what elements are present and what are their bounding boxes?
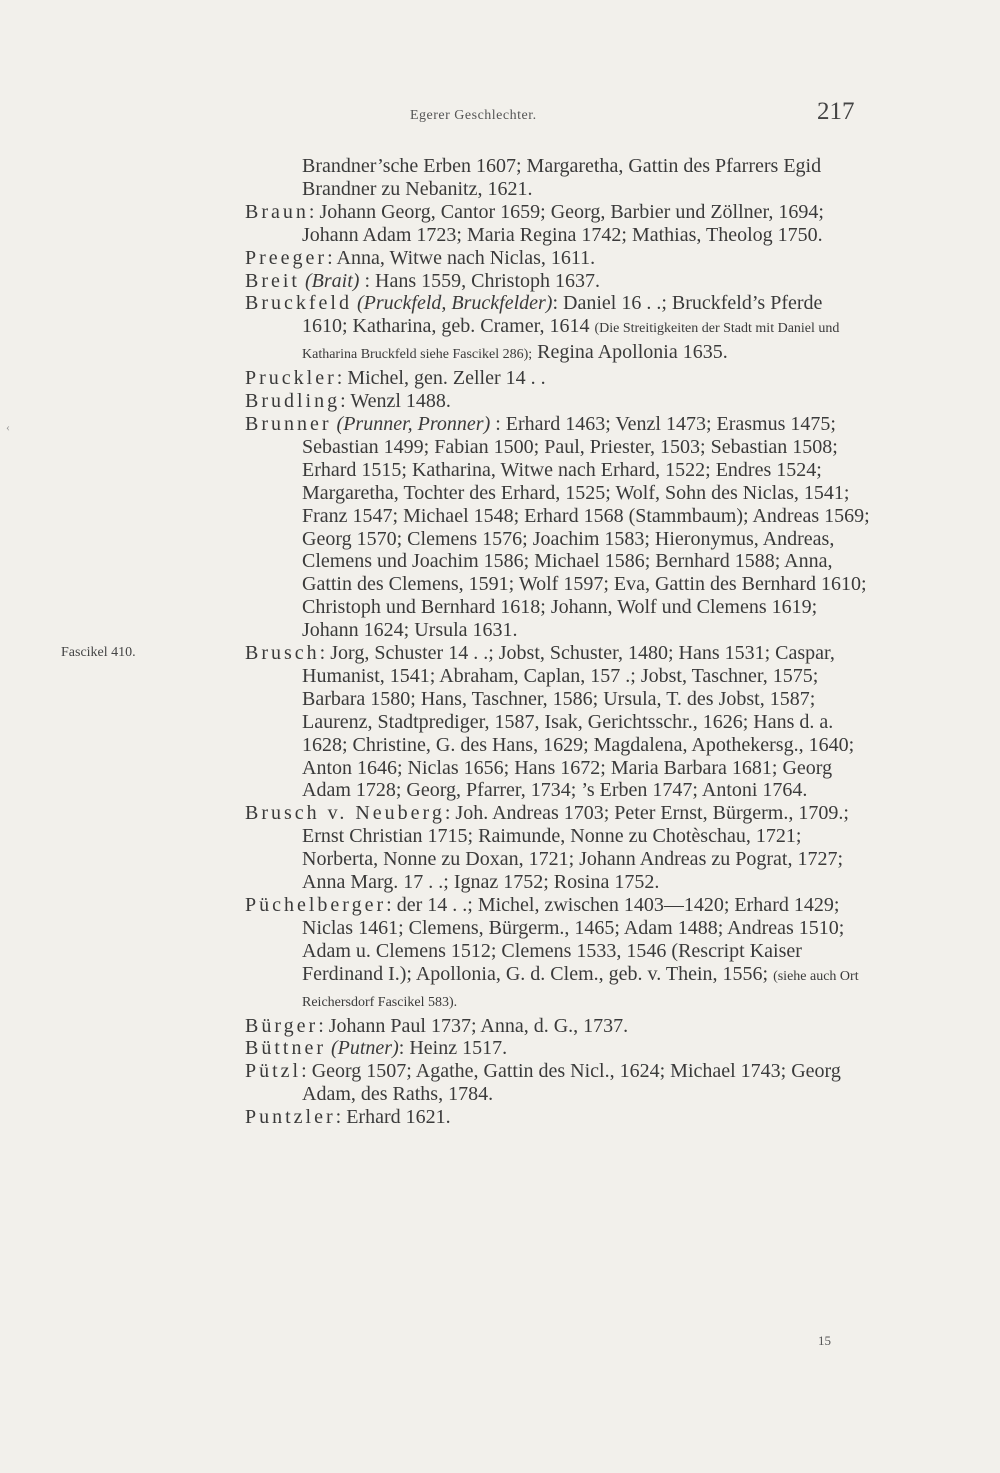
- sheet-signature: 15: [818, 1333, 831, 1348]
- entry-text: Johann Paul 1737; Anna, d. G., 1737.: [328, 1014, 629, 1037]
- entry-text: Brandner’sche Erben 1607; Margaretha, Gattin des Pfarrers Egid Brandner zu Nebanitz, 1621.: [302, 155, 822, 200]
- page-number: 217: [817, 98, 855, 125]
- surname: Brusch: [245, 642, 320, 665]
- entry-text: Georg 1507; Agathe, Gattin des Nicl., 1624; Michael 1743; Georg Adam, des Raths, 1784.: [302, 1060, 841, 1106]
- variant-spelling: (Brait): [305, 269, 360, 292]
- surname: Braun: [245, 200, 309, 223]
- surname: Pruckler: [245, 367, 337, 390]
- surname: Preeger: [245, 246, 328, 269]
- separator: :: [318, 1014, 329, 1037]
- surname: Brunner: [245, 412, 332, 435]
- separator: :: [327, 246, 337, 269]
- separator: :: [336, 367, 348, 390]
- separator: :: [552, 292, 564, 315]
- separator: :: [386, 894, 397, 916]
- surname: Püchelberger: [245, 894, 387, 916]
- separator: :: [398, 1037, 410, 1060]
- margin-mark: ‹: [6, 420, 10, 434]
- separator: :: [490, 412, 506, 435]
- entry-brunner: [245, 413, 870, 642]
- entry-text: Joh. Andreas 1703; Peter Ernst, Bürgerm., 1709.; Ernst Christian 1715; Raimunde, Nonne zu Chotèschau, 1721; Norberta, Nonne zu Doxan, 1721; Johann Andreas zu Pograt, 1727; Anna Marg. 17 . .; Ignaz 1752; Rosina 1752.: [302, 802, 849, 894]
- separator: :: [444, 802, 456, 825]
- surname: Breit: [245, 269, 300, 292]
- separator: :: [359, 269, 375, 292]
- variant-spelling: (Putner): [331, 1037, 399, 1060]
- surname: Bürger: [245, 1014, 319, 1037]
- entry-pruckler: [245, 367, 870, 390]
- entry-buettner: [245, 1037, 870, 1060]
- surname: Bruckfeld: [245, 292, 352, 315]
- surname: Brudling: [245, 390, 341, 413]
- entry-note: (siehe auch Ort Reichersdorf Fascikel 583).: [302, 968, 859, 1010]
- separator: :: [335, 1106, 347, 1129]
- register-text: [61, 155, 870, 1129]
- surname: Büttner: [245, 1037, 326, 1060]
- entry-note: (Die Streitigkeiten der Stadt mit Daniel und Katharina Bruckfeld siehe Fascikel 286);: [302, 321, 840, 363]
- entry-tail: Regina Apollonia 1635.: [532, 341, 728, 364]
- running-title: Egerer Geschlechter.: [410, 108, 537, 123]
- entry-puetzl: [245, 1060, 870, 1106]
- entry-text: Erhard 1463; Venzl 1473; Erasmus 1475; Sebastian 1499; Fabian 1500; Paul, Priester, 1503; Sebastian 1508; Erhard 1515; Katharina, Witwe nach Erhard, 1522; Endres 1524; Margaretha, Tochter des Erhard, 1525; Wolf, Sohn des Niclas, 1541; Franz 1547; Michael 1548; Erhard 1568 (Stammbaum); Andreas 1569; Georg 1570; Clemens 1576; Joachim 1583; Hieronymus, Andreas, Clemens und Joachim 1586; Michael 1586; Bernhard 1588; Anna, Gattin des Clemens, 1591; Wolf 1597; Eva, Gattin des Bernhard 1610; Christoph und Bernhard 1618; Johann, Wolf und Clemens 1619; Johann 1624; Ursula 1631.: [302, 412, 870, 642]
- variant-spelling: (Pruckfeld, Bruckfelder): [356, 292, 553, 315]
- entry-brusch: [61, 642, 870, 802]
- entry-puntzler: [245, 1106, 870, 1129]
- entry-text: Michel, gen. Zeller 14 . .: [347, 367, 546, 390]
- separator: :: [308, 200, 320, 223]
- entry-preeger: [245, 247, 870, 270]
- entry-breit: [245, 270, 870, 293]
- entry-continuation: [245, 155, 870, 201]
- entry-bruckfeld: [245, 292, 870, 367]
- separator: :: [319, 642, 331, 665]
- entry-text: Hans 1559, Christoph 1637.: [375, 269, 600, 292]
- variant-spelling: (Prunner, Pronner): [336, 412, 491, 435]
- entry-puechelberger: [245, 894, 870, 1015]
- entry-brusch-neuberg: [245, 802, 870, 894]
- entry-text: Heinz 1517.: [409, 1037, 508, 1060]
- surname: Brusch v. Neuberg: [245, 802, 445, 825]
- surname: Pützl: [245, 1060, 302, 1083]
- entry-text: Daniel 16 . .; Bruckfeld’s Pferde 1610; Katharina, geb. Cramer, 1614: [302, 292, 823, 338]
- entry-brudling: [245, 390, 870, 413]
- surname: Puntzler: [245, 1106, 336, 1129]
- entry-text: der 14 . .; Michel, zwischen 1403—1420; Erhard 1429; Niclas 1461; Clemens, Bürgerm., 1465; Adam 1488; Andreas 1510; Adam u. Clemens 1512; Clemens 1533, 1546 (Rescript Kaiser Ferdinand I.); Apollonia, G. d. Clem., geb. v. Thein, 1556;: [302, 894, 845, 985]
- fascicle-note: Fascikel 410.: [61, 645, 136, 661]
- page-header: [0, 96, 1000, 136]
- separator: :: [340, 390, 351, 413]
- entry-text: Wenzl 1488.: [350, 390, 451, 413]
- entry-braun: [245, 201, 870, 247]
- entry-buerger: [245, 1015, 870, 1038]
- separator: :: [301, 1060, 312, 1083]
- entry-text: Erhard 1621.: [346, 1106, 451, 1129]
- entry-text: Johann Georg, Cantor 1659; Georg, Barbier und Zöllner, 1694; Johann Adam 1723; Maria Regina 1742; Mathias, Theolog 1750.: [302, 200, 824, 246]
- entry-text: Jorg, Schuster 14 . .; Jobst, Schuster, 1480; Hans 1531; Caspar, Humanist, 1541; Abraham, Caplan, 157 .; Jobst, Taschner, 1575; Barbara 1580; Hans, Taschner, 1586; Ursula, T. des Jobst, 1587; Laurenz, Stadtprediger, 1587, Isak, Gerichtsschr., 1626; Hans d. a. 1628; Christine, G. des Hans, 1629; Magdalena, Apothekersg., 1640; Anton 1646; Niclas 1656; Hans 1672; Maria Barbara 1681; Georg Adam 1728; Georg, Pfarrer, 1734; ’s Erben 1747; Antoni 1764.: [302, 642, 855, 802]
- entry-text: Anna, Witwe nach Niclas, 1611.: [336, 246, 596, 269]
